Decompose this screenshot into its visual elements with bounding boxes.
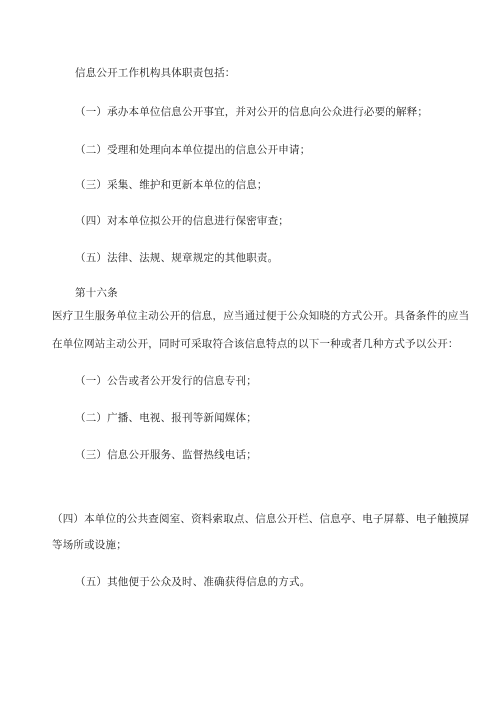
article-body-line: 医疗卫生服务单位主动公开的信息，应当通过便于公众知晓的方式公开。具备条件的应当 — [52, 310, 470, 322]
article-title: 第十六条 — [75, 287, 118, 299]
article-body-line: 在单位网站主动公开，同时可采取符合该信息特点的以下一种或者几种方式予以公开： — [52, 338, 459, 350]
method-item-four-line: 等场所或设施； — [52, 539, 127, 551]
method-item: （二）广播、电视、报刊等新闻媒体； — [75, 412, 257, 424]
method-item: （三）信息公开服务、监督热线电话； — [75, 449, 257, 461]
method-item: （五）其他便于公众及时、准确获得信息的方式。 — [75, 576, 311, 588]
method-item-four-line: （四）本单位的公共查阅室、资料索取点、信息公开栏、信息亭、电子屏幕、电子触摸屏 — [52, 513, 470, 525]
duty-item: （五）法律、法规、规章规定的其他职责。 — [75, 252, 279, 264]
duty-item: （一）承办本单位信息公开事宜，并对公开的信息向公众进行必要的解释； — [75, 106, 429, 118]
duty-item: （四）对本单位拟公开的信息进行保密审查； — [75, 215, 289, 227]
intro-text: 信息公开工作机构具体职责包括： — [75, 67, 236, 79]
duty-item: （二）受理和处理向本单位提出的信息公开申请； — [75, 144, 311, 156]
duty-item: （三）采集、维护和更新本单位的信息； — [75, 179, 268, 191]
method-item: （一）公告或者公开发行的信息专刊； — [75, 375, 257, 387]
